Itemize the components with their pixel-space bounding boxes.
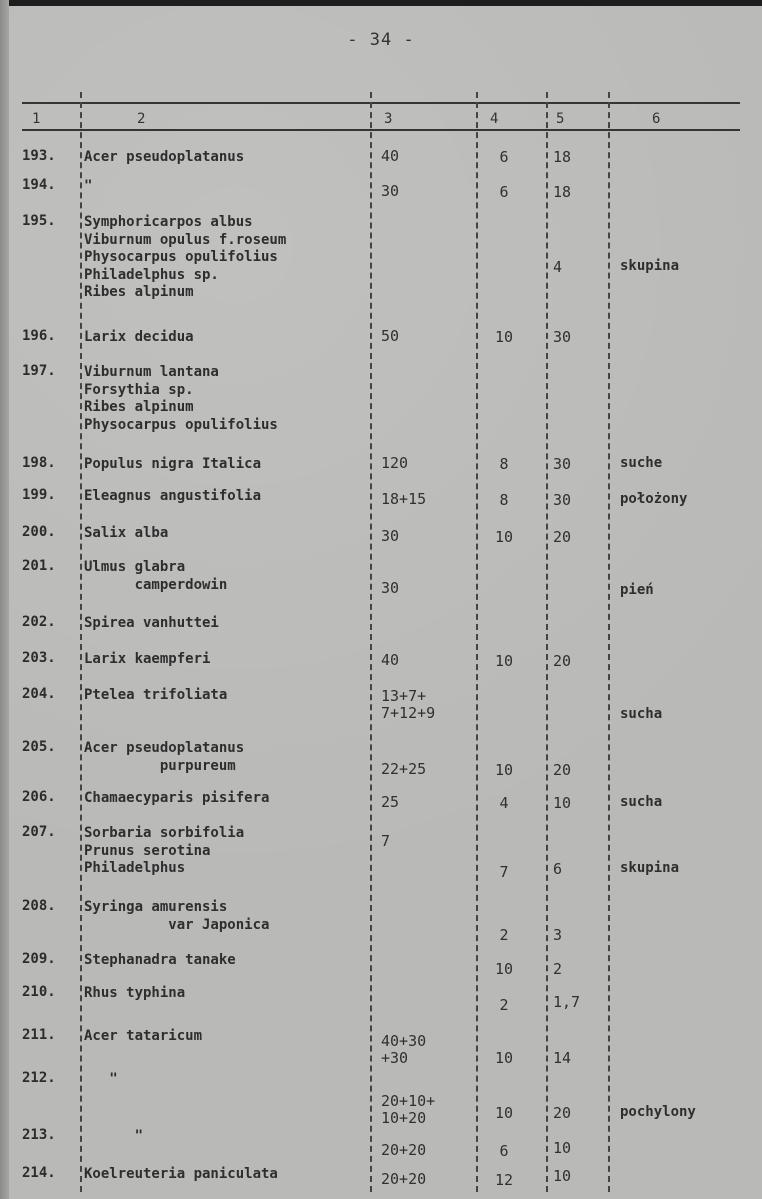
column-3-value: 40+30 (381, 1032, 427, 1050)
species-name: Viburnum lantana (84, 364, 219, 380)
column-5-value: 20 (553, 1104, 572, 1122)
species-name: Sorbaria sorbifolia (84, 825, 245, 841)
species-cell (84, 329, 194, 347)
column-3-cell (381, 580, 399, 597)
row-number: 196. (22, 328, 56, 344)
column-4-value: 10 (494, 528, 514, 546)
row-number: 212. (22, 1070, 56, 1086)
species-cell (84, 1028, 202, 1046)
column-3-cell (381, 794, 399, 811)
row-number: 200. (22, 524, 56, 540)
species-cell (84, 825, 244, 878)
column-4-value: 6 (499, 148, 509, 166)
species-name: Koelreuteria paniculata (84, 1166, 278, 1182)
species-cell (84, 525, 168, 543)
column-4-value: 10 (494, 328, 514, 346)
column-3-value: 7+12+9 (381, 704, 436, 722)
row-number: 213. (22, 1127, 56, 1143)
species-name: Acer pseudoplatanus (84, 740, 245, 756)
column-3-cell (381, 1142, 426, 1159)
species-cell (84, 1128, 143, 1146)
column-5-value: 2 (553, 960, 563, 978)
column-6-note: pień (620, 582, 654, 598)
species-name: Prunus serotina (84, 842, 211, 859)
column-4-value: 4 (499, 794, 509, 812)
row-number: 211. (22, 1027, 56, 1043)
column-5-value: 20 (553, 528, 572, 546)
column-3-value: 13+7+ (381, 687, 427, 705)
row-number: 205. (22, 739, 56, 755)
page-number: - 34 - (347, 30, 415, 50)
row-number: 202. (22, 614, 56, 630)
species-cell (84, 740, 244, 775)
column-6-note: skupina (620, 860, 680, 876)
column-3-cell (381, 1171, 426, 1188)
column-4-value: 2 (499, 926, 509, 944)
column-3-value: +30 (381, 1049, 409, 1067)
species-name: Acer pseudoplatanus (84, 149, 245, 165)
species-cell (84, 1071, 118, 1089)
species-cell (84, 615, 219, 633)
row-number: 203. (22, 650, 56, 666)
row-number: 194. (22, 177, 56, 193)
column-divider-3 (476, 92, 478, 1192)
column-4-value: 8 (499, 455, 509, 473)
column-3-value: 20+20 (381, 1170, 427, 1188)
column-5-value: 30 (553, 328, 572, 346)
species-cell (84, 651, 210, 669)
header-col-5: 5 (556, 111, 565, 127)
row-number: 206. (22, 789, 56, 805)
column-divider-5 (608, 92, 610, 1192)
header-col-2: 2 (137, 111, 146, 127)
column-3-value: 18+15 (381, 490, 427, 508)
column-5-value: 30 (553, 455, 572, 473)
table-header-rule (22, 129, 740, 131)
column-3-cell (381, 1093, 435, 1127)
column-5-value: 20 (553, 652, 572, 670)
column-3-cell (381, 148, 399, 165)
column-5-value: 1,7 (553, 993, 581, 1011)
species-name: " (84, 1128, 144, 1144)
column-4-value: 10 (494, 761, 514, 779)
row-number: 214. (22, 1165, 56, 1181)
column-4-value: 2 (499, 996, 509, 1014)
row-number: 204. (22, 686, 56, 702)
column-3-value: 50 (381, 327, 400, 345)
species-cell (84, 952, 236, 970)
row-number: 209. (22, 951, 56, 967)
row-number: 199. (22, 487, 56, 503)
species-cell (84, 687, 227, 705)
header-col-4: 4 (490, 111, 499, 127)
column-6-note: suche (620, 455, 663, 471)
row-number: 195. (22, 213, 56, 229)
species-name: Ptelea trifoliata (84, 687, 228, 703)
column-3-cell (381, 652, 399, 669)
species-name: Rhus typhina (84, 985, 186, 1001)
species-name: Chamaecyparis pisifera (84, 790, 270, 806)
species-cell (84, 559, 227, 594)
species-name: Ribes alpinum (84, 284, 194, 300)
column-3-value: 10+20 (381, 1109, 427, 1127)
column-3-cell (381, 455, 408, 472)
species-name: Eleagnus angustifolia (84, 488, 262, 504)
row-number: 208. (22, 898, 56, 914)
column-3-cell (381, 183, 399, 200)
table-top-rule (22, 102, 740, 104)
column-divider-1 (80, 92, 82, 1192)
row-number: 201. (22, 558, 56, 574)
species-cell (84, 214, 286, 302)
species-name: Viburnum opulus f.roseum (84, 231, 287, 248)
column-3-cell (381, 528, 399, 545)
species-name: Syringa amurensis (84, 899, 228, 915)
column-5-value: 20 (553, 761, 572, 779)
column-3-value: 30 (381, 182, 400, 200)
species-name: " (84, 178, 93, 194)
column-4-value: 6 (499, 1142, 509, 1160)
column-6-note: położony (620, 491, 688, 507)
column-6-note: sucha (620, 706, 663, 722)
column-3-value: 22+25 (381, 760, 427, 778)
column-4-value: 8 (499, 491, 509, 509)
species-name: Spirea vanhuttei (84, 615, 219, 631)
species-name: Larix decidua (84, 329, 194, 345)
column-3-value: 20+20 (381, 1141, 427, 1159)
column-3-value: 25 (381, 793, 400, 811)
row-number: 198. (22, 455, 56, 471)
species-cell (84, 985, 185, 1003)
column-4-value: 10 (494, 960, 514, 978)
column-3-cell (381, 761, 426, 778)
species-cell (84, 364, 278, 434)
species-name: Acer tataricum (84, 1028, 203, 1044)
row-number: 197. (22, 363, 56, 379)
column-3-value: 7 (381, 832, 391, 850)
species-name: var Japonica (84, 916, 270, 933)
species-name: Ribes alpinum (84, 399, 194, 415)
column-5-value: 10 (553, 1167, 572, 1185)
species-name: Ulmus glabra (84, 559, 186, 575)
column-5-value: 30 (553, 491, 572, 509)
species-cell (84, 178, 92, 196)
species-cell (84, 1166, 278, 1184)
column-3-cell (381, 833, 390, 850)
column-3-cell (381, 491, 426, 508)
species-name: Forsythia sp. (84, 381, 194, 398)
species-name: Populus nigra Italica (84, 456, 262, 472)
species-cell (84, 488, 261, 506)
column-5-value: 10 (553, 1139, 572, 1157)
species-cell (84, 149, 244, 167)
row-number: 210. (22, 984, 56, 1000)
column-3-cell (381, 1033, 426, 1067)
species-name: Larix kaempferi (84, 651, 211, 667)
column-5-value: 18 (553, 183, 572, 201)
column-3-cell (381, 688, 435, 722)
column-4-value: 10 (494, 652, 514, 670)
column-5-value: 3 (553, 926, 563, 944)
species-name: Salix alba (84, 525, 169, 541)
column-3-value: 20+10+ (381, 1092, 436, 1110)
species-name: Philadelphus (84, 860, 186, 876)
column-5-value: 10 (553, 794, 572, 812)
species-name: Physocarpus opulifolius (84, 249, 278, 265)
column-3-value: 40 (381, 147, 400, 165)
column-5-value: 6 (553, 860, 563, 878)
column-4-value: 6 (499, 183, 509, 201)
column-5-value: 4 (553, 258, 563, 276)
species-name: camperdowin (84, 576, 228, 593)
column-3-value: 120 (381, 454, 409, 472)
species-name: Stephanadra tanake (84, 952, 236, 968)
header-col-6: 6 (652, 111, 661, 127)
species-name: purpureum (84, 757, 236, 774)
column-3-value: 30 (381, 579, 400, 597)
header-col-1: 1 (32, 111, 41, 127)
row-number: 207. (22, 824, 56, 840)
column-5-value: 14 (553, 1049, 572, 1067)
species-name: Philadelphus sp. (84, 266, 219, 283)
species-cell (84, 899, 269, 934)
species-cell (84, 456, 261, 474)
scan-left-edge (0, 0, 9, 1199)
column-3-cell (381, 328, 399, 345)
column-divider-4 (546, 92, 548, 1192)
species-name: " (84, 1071, 118, 1087)
column-4-value: 7 (499, 863, 509, 881)
column-6-note: sucha (620, 794, 663, 810)
species-cell (84, 790, 269, 808)
species-name: Symphoricarpos albus (84, 214, 253, 230)
column-3-value: 40 (381, 651, 400, 669)
column-4-value: 10 (494, 1049, 514, 1067)
column-divider-2 (370, 92, 372, 1192)
row-number: 193. (22, 148, 56, 164)
header-col-3: 3 (384, 111, 393, 127)
column-5-value: 18 (553, 148, 572, 166)
column-4-value: 12 (494, 1171, 514, 1189)
column-4-value: 10 (494, 1104, 514, 1122)
column-6-note: skupina (620, 258, 680, 274)
column-3-value: 30 (381, 527, 400, 545)
species-name: Physocarpus opulifolius (84, 416, 278, 433)
column-6-note: pochylony (620, 1104, 696, 1120)
